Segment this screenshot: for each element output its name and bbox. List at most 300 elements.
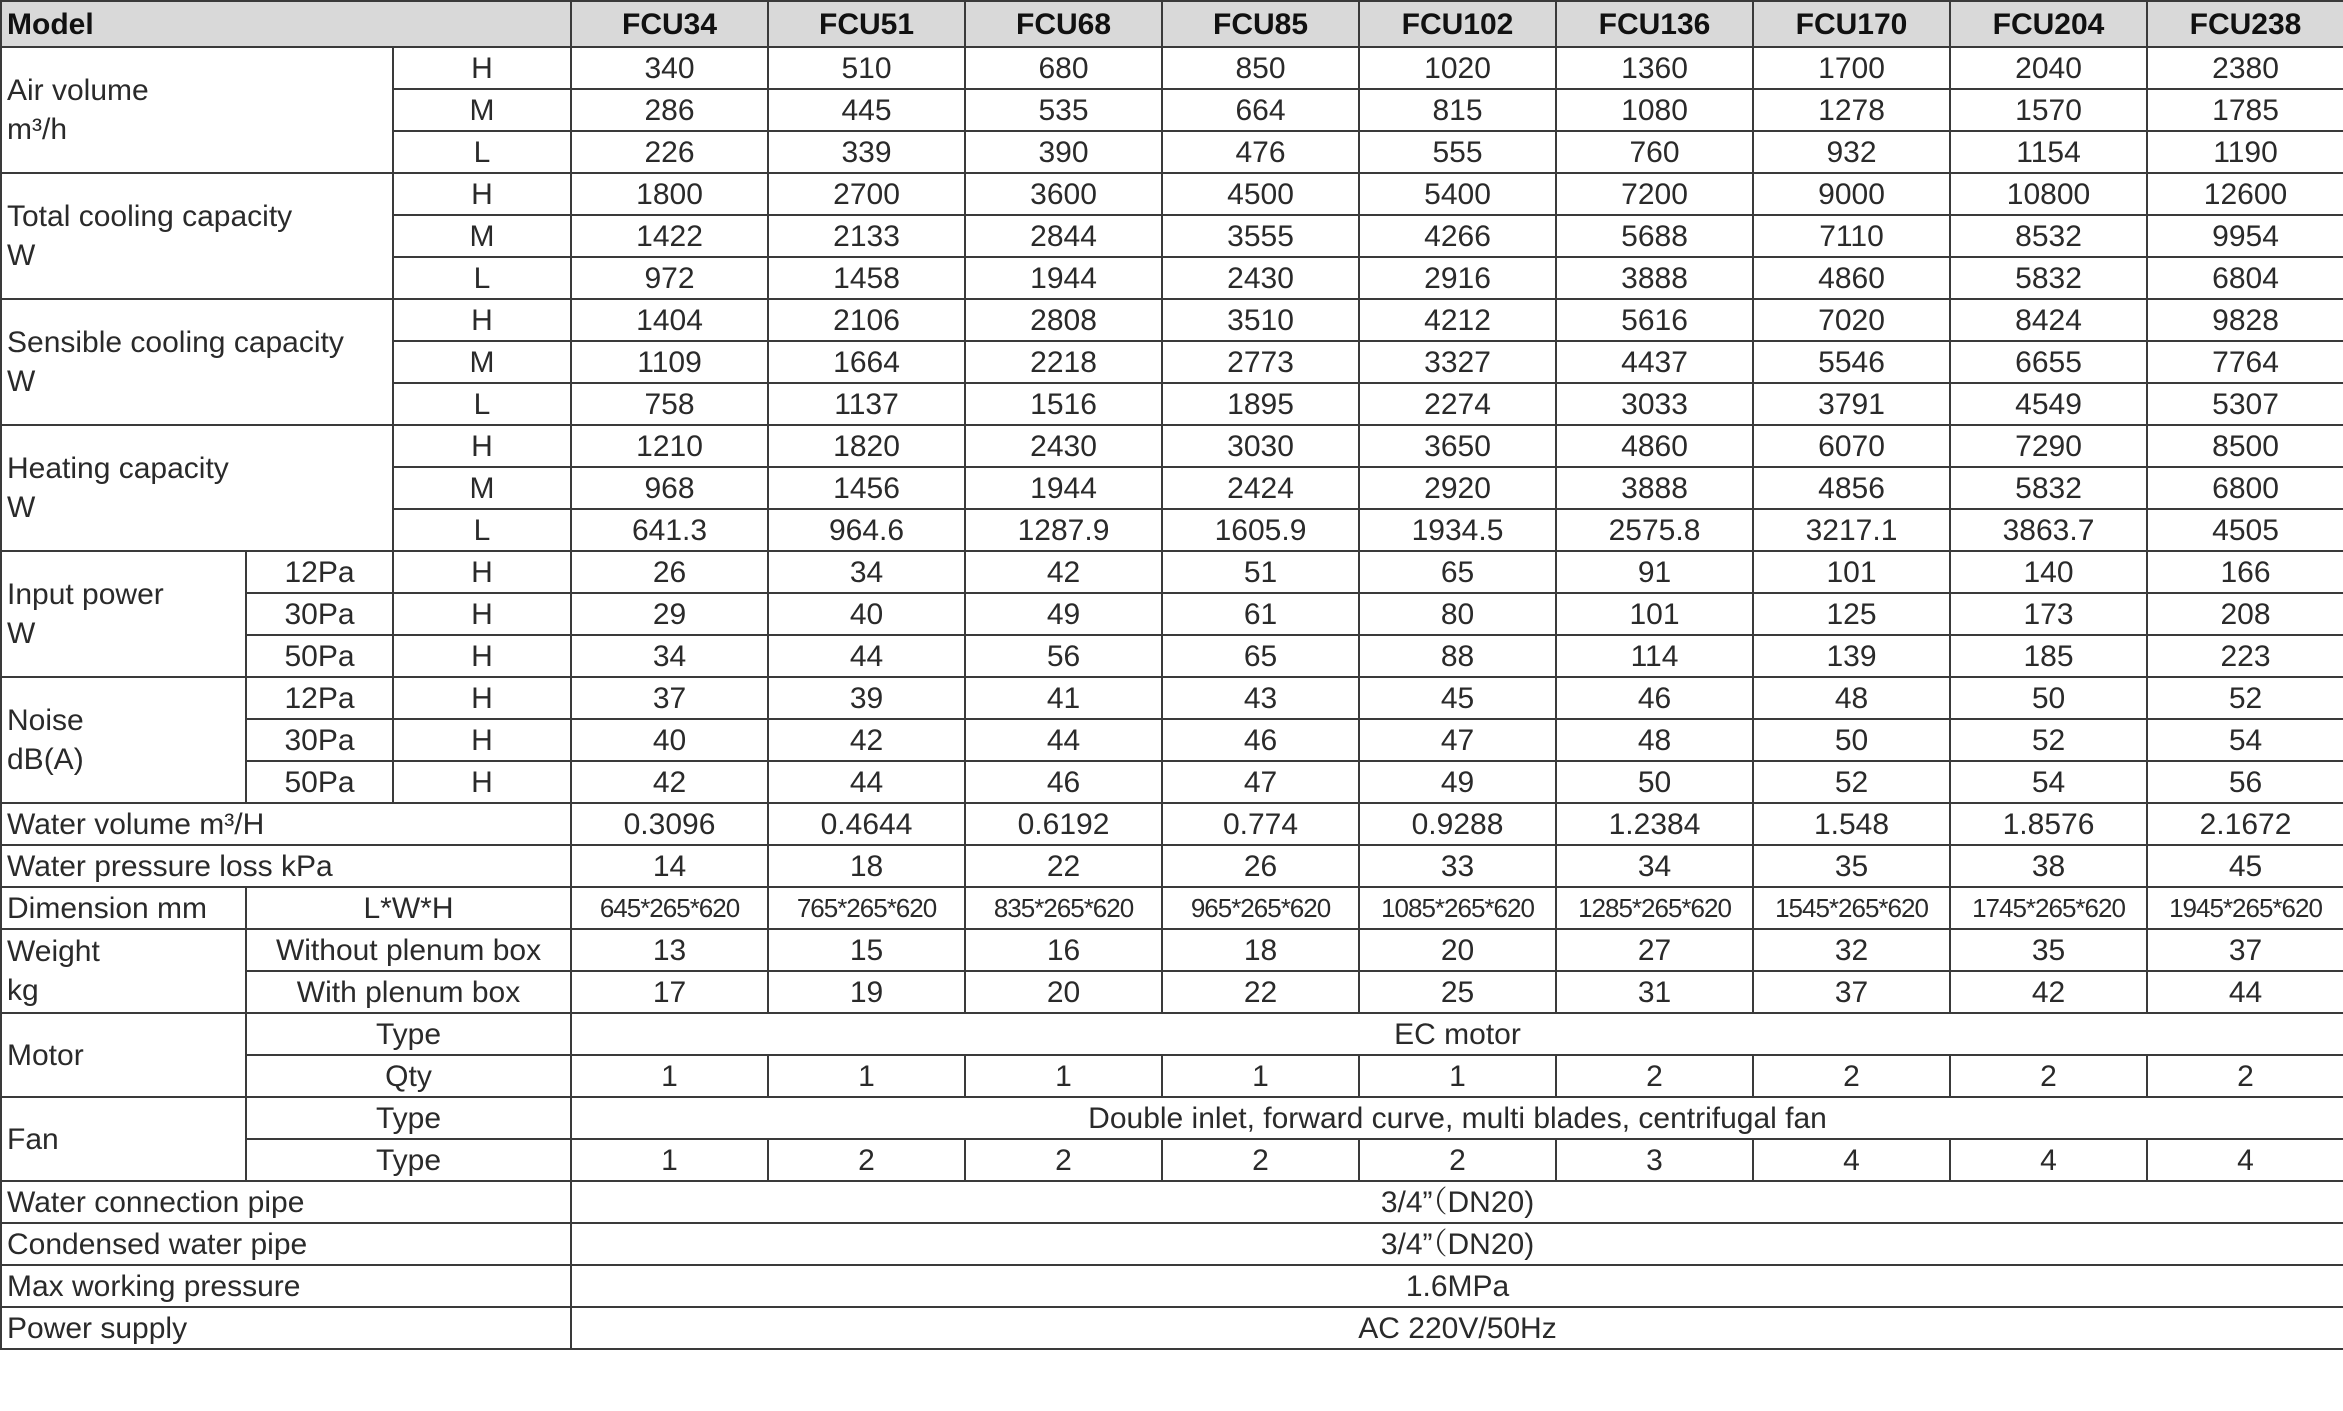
speed-cell: H	[393, 593, 571, 635]
value-cell: 101	[1556, 593, 1753, 635]
power-supply-label: Power supply	[1, 1307, 571, 1349]
value-cell: 1895	[1162, 383, 1359, 425]
value-cell: 10800	[1950, 173, 2147, 215]
value-cell: 6070	[1753, 425, 1950, 467]
weight-label: Weight kg	[1, 929, 246, 1013]
value-cell: 3030	[1162, 425, 1359, 467]
value-cell: 56	[965, 635, 1162, 677]
value-cell: 1080	[1556, 89, 1753, 131]
value-cell: 6655	[1950, 341, 2147, 383]
water-pressure-loss-label: Water pressure loss kPa	[1, 845, 571, 887]
value-cell: 1	[1162, 1055, 1359, 1097]
speed-cell: L	[393, 257, 571, 299]
value-cell: 4856	[1753, 467, 1950, 509]
value-cell: 47	[1359, 719, 1556, 761]
value-cell: 22	[1162, 971, 1359, 1013]
value-cell: 34	[1556, 845, 1753, 887]
value-cell: 208	[2147, 593, 2343, 635]
table-row	[1, 845, 2343, 887]
total-cooling-label: Total cooling capacity W	[1, 173, 393, 299]
value-cell: 91	[1556, 551, 1753, 593]
value-cell: 7200	[1556, 173, 1753, 215]
speed-cell: M	[393, 467, 571, 509]
value-cell: 65	[1359, 551, 1556, 593]
value-cell: 1	[571, 1055, 768, 1097]
value-cell: 26	[571, 551, 768, 593]
value-cell: 2	[1950, 1055, 2147, 1097]
table-row	[1, 887, 2343, 929]
value-cell: 38	[1950, 845, 2147, 887]
value-cell: 4437	[1556, 341, 1753, 383]
value-cell: 1820	[768, 425, 965, 467]
value-cell: 42	[571, 761, 768, 803]
value-cell: 33	[1359, 845, 1556, 887]
value-cell: 5832	[1950, 257, 2147, 299]
speed-cell: H	[393, 551, 571, 593]
value-cell: 1422	[571, 215, 768, 257]
value-cell: 1085*265*620	[1359, 887, 1556, 929]
value-cell: 140	[1950, 551, 2147, 593]
speed-cell: H	[393, 425, 571, 467]
value-cell: 29	[571, 593, 768, 635]
value-cell: 27	[1556, 929, 1753, 971]
table-row	[1, 1181, 2343, 1223]
value-cell: 44	[965, 719, 1162, 761]
value-cell: 226	[571, 131, 768, 173]
value-cell: 2133	[768, 215, 965, 257]
value-cell: 5616	[1556, 299, 1753, 341]
motor-type-label: Type	[246, 1013, 571, 1055]
table-row	[1, 1097, 2343, 1139]
value-cell: 1800	[571, 173, 768, 215]
value-cell: 185	[1950, 635, 2147, 677]
value-cell: 2916	[1359, 257, 1556, 299]
value-cell: 339	[768, 131, 965, 173]
value-cell: 14	[571, 845, 768, 887]
value-cell: 645*265*620	[571, 887, 768, 929]
value-cell: 3327	[1359, 341, 1556, 383]
value-cell: 4	[1950, 1139, 2147, 1181]
value-cell: 1664	[768, 341, 965, 383]
value-cell: 964.6	[768, 509, 965, 551]
value-cell: 3217.1	[1753, 509, 1950, 551]
speed-cell: M	[393, 215, 571, 257]
value-cell: 15	[768, 929, 965, 971]
speed-cell: L	[393, 509, 571, 551]
value-cell: 2	[768, 1139, 965, 1181]
value-cell: 43	[1162, 677, 1359, 719]
value-cell: 3	[1556, 1139, 1753, 1181]
value-cell: 2773	[1162, 341, 1359, 383]
air-volume-label: Air volume m³/h	[1, 47, 393, 173]
value-cell: 0.774	[1162, 803, 1359, 845]
pressure-cell: 12Pa	[246, 677, 393, 719]
value-cell: 8424	[1950, 299, 2147, 341]
value-cell: 5688	[1556, 215, 1753, 257]
value-cell: 1	[571, 1139, 768, 1181]
value-cell: 9954	[2147, 215, 2343, 257]
header-row	[1, 1, 2343, 47]
value-cell: 1944	[965, 257, 1162, 299]
speed-cell: M	[393, 341, 571, 383]
value-cell: 52	[1753, 761, 1950, 803]
value-cell: 16	[965, 929, 1162, 971]
value-cell: 8532	[1950, 215, 2147, 257]
model-header: FCU170	[1753, 1, 1950, 47]
table-row	[1, 719, 2343, 761]
model-header: FCU68	[965, 1, 1162, 47]
value-cell: 5832	[1950, 467, 2147, 509]
value-cell: 18	[768, 845, 965, 887]
table-row	[1, 761, 2343, 803]
value-cell: 9828	[2147, 299, 2343, 341]
value-cell: 680	[965, 47, 1162, 89]
value-cell: 1570	[1950, 89, 2147, 131]
value-cell: 20	[1359, 929, 1556, 971]
value-cell: 1.2384	[1556, 803, 1753, 845]
value-cell: 1.548	[1753, 803, 1950, 845]
value-cell: 286	[571, 89, 768, 131]
dimension-label: Dimension mm	[1, 887, 246, 929]
fan-type2-label: Type	[246, 1139, 571, 1181]
model-header: FCU51	[768, 1, 965, 47]
value-cell: 4266	[1359, 215, 1556, 257]
value-cell: 1404	[571, 299, 768, 341]
value-cell: 3555	[1162, 215, 1359, 257]
value-cell: 1109	[571, 341, 768, 383]
pressure-cell: 30Pa	[246, 719, 393, 761]
model-header: FCU85	[1162, 1, 1359, 47]
dimension-sub-label: L*W*H	[246, 887, 571, 929]
value-cell: 7110	[1753, 215, 1950, 257]
value-cell: 40	[571, 719, 768, 761]
value-cell: 114	[1556, 635, 1753, 677]
value-cell: 1700	[1753, 47, 1950, 89]
value-cell: 54	[1950, 761, 2147, 803]
value-cell: 3888	[1556, 257, 1753, 299]
value-cell: 535	[965, 89, 1162, 131]
value-cell: 42	[768, 719, 965, 761]
value-cell: 3888	[1556, 467, 1753, 509]
value-cell: 37	[571, 677, 768, 719]
table-row	[1, 929, 2343, 971]
value-cell: 760	[1556, 131, 1753, 173]
table-row	[1, 1223, 2343, 1265]
heating-label: Heating capacity W	[1, 425, 393, 551]
value-cell: 42	[1950, 971, 2147, 1013]
model-header: FCU102	[1359, 1, 1556, 47]
value-cell: 2424	[1162, 467, 1359, 509]
table-row	[1, 803, 2343, 845]
value-cell: 5546	[1753, 341, 1950, 383]
speed-cell: H	[393, 635, 571, 677]
table-row	[1, 1139, 2343, 1181]
value-cell: 65	[1162, 635, 1359, 677]
value-cell: 2218	[965, 341, 1162, 383]
value-cell: 2040	[1950, 47, 2147, 89]
value-cell: 41	[965, 677, 1162, 719]
value-cell: 35	[1950, 929, 2147, 971]
value-cell: 44	[768, 635, 965, 677]
value-cell: 101	[1753, 551, 1950, 593]
value-cell: 2430	[1162, 257, 1359, 299]
value-cell: 80	[1359, 593, 1556, 635]
value-cell: 2	[1753, 1055, 1950, 1097]
value-cell: 5307	[2147, 383, 2343, 425]
table-row	[1, 47, 2343, 89]
value-cell: 34	[768, 551, 965, 593]
speed-cell: M	[393, 89, 571, 131]
value-cell: 1745*265*620	[1950, 887, 2147, 929]
speed-cell: L	[393, 383, 571, 425]
value-cell: 8500	[2147, 425, 2343, 467]
max-working-pressure-value: 1.6MPa	[571, 1265, 2343, 1307]
table-row	[1, 551, 2343, 593]
value-cell: 1944	[965, 467, 1162, 509]
value-cell: 2.1672	[2147, 803, 2343, 845]
table-row	[1, 425, 2343, 467]
value-cell: 45	[2147, 845, 2343, 887]
value-cell: 44	[768, 761, 965, 803]
value-cell: 46	[965, 761, 1162, 803]
value-cell: 46	[1162, 719, 1359, 761]
value-cell: 0.9288	[1359, 803, 1556, 845]
table-row	[1, 1055, 2343, 1097]
value-cell: 2575.8	[1556, 509, 1753, 551]
fan-type-label: Type	[246, 1097, 571, 1139]
speed-cell: H	[393, 719, 571, 761]
model-header: FCU136	[1556, 1, 1753, 47]
value-cell: 815	[1359, 89, 1556, 131]
value-cell: 835*265*620	[965, 887, 1162, 929]
value-cell: 61	[1162, 593, 1359, 635]
value-cell: 56	[2147, 761, 2343, 803]
model-header: FCU238	[2147, 1, 2343, 47]
value-cell: 1	[1359, 1055, 1556, 1097]
value-cell: 2844	[965, 215, 1162, 257]
value-cell: 4860	[1753, 257, 1950, 299]
value-cell: 3033	[1556, 383, 1753, 425]
table-row	[1, 1013, 2343, 1055]
speed-cell: H	[393, 173, 571, 215]
value-cell: 88	[1359, 635, 1556, 677]
value-cell: 340	[571, 47, 768, 89]
value-cell: 35	[1753, 845, 1950, 887]
value-cell: 0.4644	[768, 803, 965, 845]
value-cell: 44	[2147, 971, 2343, 1013]
power-supply-value: AC 220V/50Hz	[571, 1307, 2343, 1349]
noise-label: Noise dB(A)	[1, 677, 246, 803]
value-cell: 6804	[2147, 257, 2343, 299]
value-cell: 42	[965, 551, 1162, 593]
value-cell: 2	[965, 1139, 1162, 1181]
value-cell: 50	[1753, 719, 1950, 761]
value-cell: 476	[1162, 131, 1359, 173]
value-cell: 49	[1359, 761, 1556, 803]
weight-sub-label: Without plenum box	[246, 929, 571, 971]
value-cell: 2106	[768, 299, 965, 341]
value-cell: 1456	[768, 467, 965, 509]
fan-type-value: Double inlet, forward curve, multi blades, centrifugal fan	[571, 1097, 2343, 1139]
value-cell: 3650	[1359, 425, 1556, 467]
value-cell: 48	[1556, 719, 1753, 761]
max-working-pressure-label: Max working pressure	[1, 1265, 571, 1307]
pressure-cell: 30Pa	[246, 593, 393, 635]
value-cell: 1287.9	[965, 509, 1162, 551]
value-cell: 1190	[2147, 131, 2343, 173]
value-cell: 4505	[2147, 509, 2343, 551]
value-cell: 13	[571, 929, 768, 971]
value-cell: 20	[965, 971, 1162, 1013]
value-cell: 223	[2147, 635, 2343, 677]
value-cell: 2808	[965, 299, 1162, 341]
fan-label: Fan	[1, 1097, 246, 1181]
water-connection-pipe-label: Water connection pipe	[1, 1181, 571, 1223]
model-header: FCU34	[571, 1, 768, 47]
value-cell: 1785	[2147, 89, 2343, 131]
value-cell: 1945*265*620	[2147, 887, 2343, 929]
value-cell: 765*265*620	[768, 887, 965, 929]
value-cell: 965*265*620	[1162, 887, 1359, 929]
value-cell: 0.6192	[965, 803, 1162, 845]
value-cell: 3600	[965, 173, 1162, 215]
value-cell: 932	[1753, 131, 1950, 173]
value-cell: 49	[965, 593, 1162, 635]
table-row	[1, 593, 2343, 635]
value-cell: 52	[2147, 677, 2343, 719]
model-label: Model	[1, 1, 571, 47]
value-cell: 40	[768, 593, 965, 635]
value-cell: 22	[965, 845, 1162, 887]
value-cell: 555	[1359, 131, 1556, 173]
motor-label: Motor	[1, 1013, 246, 1097]
value-cell: 758	[571, 383, 768, 425]
water-connection-pipe-value: 3/4”（DN20)	[571, 1181, 2343, 1223]
value-cell: 17	[571, 971, 768, 1013]
value-cell: 2920	[1359, 467, 1556, 509]
value-cell: 2700	[768, 173, 965, 215]
value-cell: 6800	[2147, 467, 2343, 509]
value-cell: 12600	[2147, 173, 2343, 215]
table-row	[1, 635, 2343, 677]
input-power-label: Input power W	[1, 551, 246, 677]
speed-cell: H	[393, 299, 571, 341]
condensed-water-pipe-label: Condensed water pipe	[1, 1223, 571, 1265]
value-cell: 31	[1556, 971, 1753, 1013]
table-row	[1, 677, 2343, 719]
value-cell: 7290	[1950, 425, 2147, 467]
value-cell: 18	[1162, 929, 1359, 971]
value-cell: 445	[768, 89, 965, 131]
value-cell: 1934.5	[1359, 509, 1556, 551]
value-cell: 664	[1162, 89, 1359, 131]
value-cell: 2	[1359, 1139, 1556, 1181]
weight-sub-label: With plenum box	[246, 971, 571, 1013]
value-cell: 2	[1556, 1055, 1753, 1097]
speed-cell: L	[393, 131, 571, 173]
value-cell: 968	[571, 467, 768, 509]
sensible-cooling-label: Sensible cooling capacity W	[1, 299, 393, 425]
speed-cell: H	[393, 761, 571, 803]
table-row	[1, 173, 2343, 215]
value-cell: 1605.9	[1162, 509, 1359, 551]
value-cell: 2274	[1359, 383, 1556, 425]
value-cell: 9000	[1753, 173, 1950, 215]
value-cell: 0.3096	[571, 803, 768, 845]
value-cell: 7020	[1753, 299, 1950, 341]
value-cell: 52	[1950, 719, 2147, 761]
value-cell: 972	[571, 257, 768, 299]
value-cell: 1210	[571, 425, 768, 467]
value-cell: 2	[1162, 1139, 1359, 1181]
value-cell: 173	[1950, 593, 2147, 635]
value-cell: 390	[965, 131, 1162, 173]
value-cell: 50	[1950, 677, 2147, 719]
speed-cell: H	[393, 677, 571, 719]
table-row	[1, 1265, 2343, 1307]
value-cell: 37	[2147, 929, 2343, 971]
value-cell: 510	[768, 47, 965, 89]
value-cell: 139	[1753, 635, 1950, 677]
value-cell: 1516	[965, 383, 1162, 425]
value-cell: 26	[1162, 845, 1359, 887]
value-cell: 7764	[2147, 341, 2343, 383]
value-cell: 39	[768, 677, 965, 719]
value-cell: 2430	[965, 425, 1162, 467]
value-cell: 37	[1753, 971, 1950, 1013]
value-cell: 19	[768, 971, 965, 1013]
value-cell: 34	[571, 635, 768, 677]
pressure-cell: 50Pa	[246, 635, 393, 677]
value-cell: 4212	[1359, 299, 1556, 341]
value-cell: 1154	[1950, 131, 2147, 173]
pressure-cell: 50Pa	[246, 761, 393, 803]
value-cell: 54	[2147, 719, 2343, 761]
table-row	[1, 299, 2343, 341]
value-cell: 45	[1359, 677, 1556, 719]
model-header: FCU204	[1950, 1, 2147, 47]
value-cell: 47	[1162, 761, 1359, 803]
value-cell: 3863.7	[1950, 509, 2147, 551]
value-cell: 1.8576	[1950, 803, 2147, 845]
value-cell: 1545*265*620	[1753, 887, 1950, 929]
value-cell: 850	[1162, 47, 1359, 89]
value-cell: 1020	[1359, 47, 1556, 89]
value-cell: 50	[1556, 761, 1753, 803]
value-cell: 51	[1162, 551, 1359, 593]
value-cell: 2380	[2147, 47, 2343, 89]
value-cell: 1458	[768, 257, 965, 299]
value-cell: 1	[768, 1055, 965, 1097]
pressure-cell: 12Pa	[246, 551, 393, 593]
value-cell: 3791	[1753, 383, 1950, 425]
value-cell: 4	[1753, 1139, 1950, 1181]
value-cell: 166	[2147, 551, 2343, 593]
table-row	[1, 1307, 2343, 1349]
value-cell: 48	[1753, 677, 1950, 719]
value-cell: 32	[1753, 929, 1950, 971]
speed-cell: H	[393, 47, 571, 89]
value-cell: 2	[2147, 1055, 2343, 1097]
value-cell: 4	[2147, 1139, 2343, 1181]
value-cell: 3510	[1162, 299, 1359, 341]
water-volume-label: Water volume m³/H	[1, 803, 571, 845]
motor-type-value: EC motor	[571, 1013, 2343, 1055]
value-cell: 25	[1359, 971, 1556, 1013]
value-cell: 4860	[1556, 425, 1753, 467]
value-cell: 46	[1556, 677, 1753, 719]
value-cell: 5400	[1359, 173, 1556, 215]
